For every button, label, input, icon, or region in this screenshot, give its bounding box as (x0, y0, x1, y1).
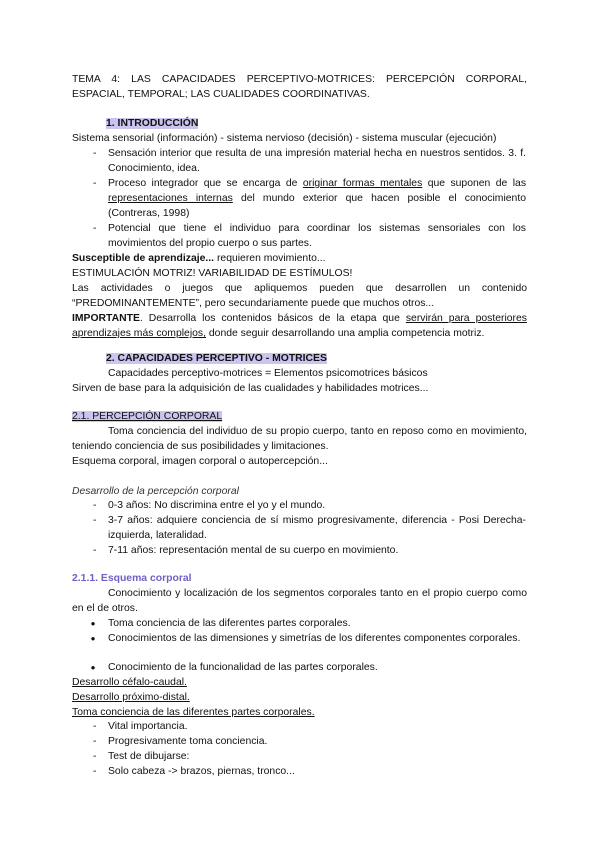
list-dash: - (93, 751, 97, 762)
list-item: 0-3 años: No discrimina entre el yo y el mundo. (108, 500, 326, 511)
esquema-paragraph: Conocimiento y localización de los segmentos corporales tanto en el propio cuerpo como en el de otros. (72, 588, 527, 614)
list-dash: - (93, 721, 97, 732)
list-item: Toma conciencia de las diferentes partes corporales. (108, 618, 351, 629)
list-dash: - (93, 545, 97, 556)
esquema-line: Esquema corporal, imagen corporal o autopercepción... (72, 456, 328, 467)
actividades-paragraph: Las actividades o juegos que apliquemos pueden que desarrollen un contenido “PREDOMINANTEMENTE”, pero secundariamente puede que muchos otros... (72, 283, 527, 309)
list-item: Vital importancia. (108, 721, 188, 732)
heading-highlight: 1. INTRODUCCIÓN (106, 118, 199, 129)
text-run: del mundo exterior que hacen posible el conocimiento (Contreras, 1998) (108, 193, 526, 219)
heading-highlight: 2.1. PERCEPCIÓN CORPORAL (72, 411, 223, 422)
text-run: requieren movimiento... (214, 253, 326, 264)
toma-conciencia-line: Toma conciencia de las diferentes partes corporales. (72, 707, 315, 718)
list-item: Test de dibujarse: (108, 751, 190, 762)
list-dash: - (93, 500, 97, 511)
list-item: Sensación interior que resulta de una impresión material hecha en nuestros sentidos. 3. f. Conocimiento, idea. (108, 148, 526, 174)
list-item: Progresivamente toma conciencia. (108, 736, 268, 747)
importante-paragraph (72, 311, 527, 341)
desarrollo-cefalo-line: Desarrollo céfalo-caudal. (72, 677, 187, 688)
list-dash: - (93, 178, 97, 189)
list-dash: - (93, 515, 97, 526)
bullet-dot: ● (90, 634, 96, 643)
subsection-heading-percepcion (72, 409, 222, 424)
underlined-text: originar formas mentales (302, 178, 423, 189)
list-dash: - (93, 148, 97, 159)
desarrollo-proximo-line: Desarrollo próximo-distal. (72, 692, 190, 703)
list-dash: - (93, 766, 97, 777)
list-dash: - (93, 736, 97, 747)
bold-text: Susceptible de aprendizaje... (72, 253, 215, 264)
underlined-text: servirán para posteriores aprendizajes más complejos, (72, 313, 527, 339)
section-heading-capacidades (106, 351, 327, 366)
text-run: donde seguir desarrollando una amplia competencia motriz. (206, 328, 485, 339)
percepcion-paragraph: Toma conciencia del individuo de su propio cuerpo, tanto en reposo como en movimiento, teniendo conciencia de sus posibilidades y limitaciones. (72, 426, 527, 452)
section-heading-introduccion (106, 116, 198, 131)
text-run: . Desarrolla los contenidos básicos de la etapa que (139, 313, 406, 324)
subsubsection-heading-esquema: 2.1.1. Esquema corporal (72, 573, 192, 584)
bullet-dot: ● (90, 619, 96, 628)
list-item: Conocimiento de la funcionalidad de las partes corporales. (108, 662, 378, 673)
estimulacion-line: ESTIMULACIÓN MOTRIZ! VARIABILIDAD DE ESTÍMULOS! (72, 268, 353, 279)
list-item: 3-7 años: adquiere conciencia de sí mismo progresivamente, diferencia - Posi Derecha-izquierda, lateralidad. (108, 515, 526, 541)
text-run: Proceso integrador que se encarga de (108, 178, 303, 189)
text-run: que suponen de las (422, 178, 527, 189)
document-title: TEMA 4: LAS CAPACIDADES PERCEPTIVO-MOTRICES: PERCEPCIÓN CORPORAL, ESPACIAL, TEMPORAL; LAS CUALIDADES COORDINATIVAS. (72, 74, 527, 100)
heading-highlight: 2. CAPACIDADES PERCEPTIVO - MOTRICES (106, 353, 327, 364)
desarrollo-title: Desarrollo de la percepción corporal (72, 486, 239, 497)
list-item: 7-11 años: representación mental de su cuerpo en movimiento. (108, 545, 399, 556)
list-item: Potencial que tiene el individuo para coordinar los sistemas sensoriales con los movimientos del propio cuerpo o sus partes. (108, 223, 526, 249)
list-dash: - (93, 223, 97, 234)
bullet-dot: ● (90, 663, 96, 672)
list-item: Solo cabeza -> brazos, piernas, tronco... (108, 766, 295, 777)
list-item: Conocimientos de las dimensiones y simetrías de los diferentes componentes corporales. (108, 633, 521, 644)
intro-systems-line: Sistema sensorial (información) - sistema nervioso (decisión) - sistema muscular (ejecución) (72, 133, 497, 144)
list-item (108, 176, 526, 221)
susceptible-line (72, 251, 326, 266)
underlined-text: representaciones internas (108, 193, 233, 204)
base-line: Sirven de base para la adquisición de las cualidades y habilidades motrices... (72, 383, 429, 394)
capacidades-line: Capacidades perceptivo-motrices = Elementos psicomotrices básicos (108, 368, 428, 379)
bold-text: IMPORTANTE (72, 313, 140, 324)
